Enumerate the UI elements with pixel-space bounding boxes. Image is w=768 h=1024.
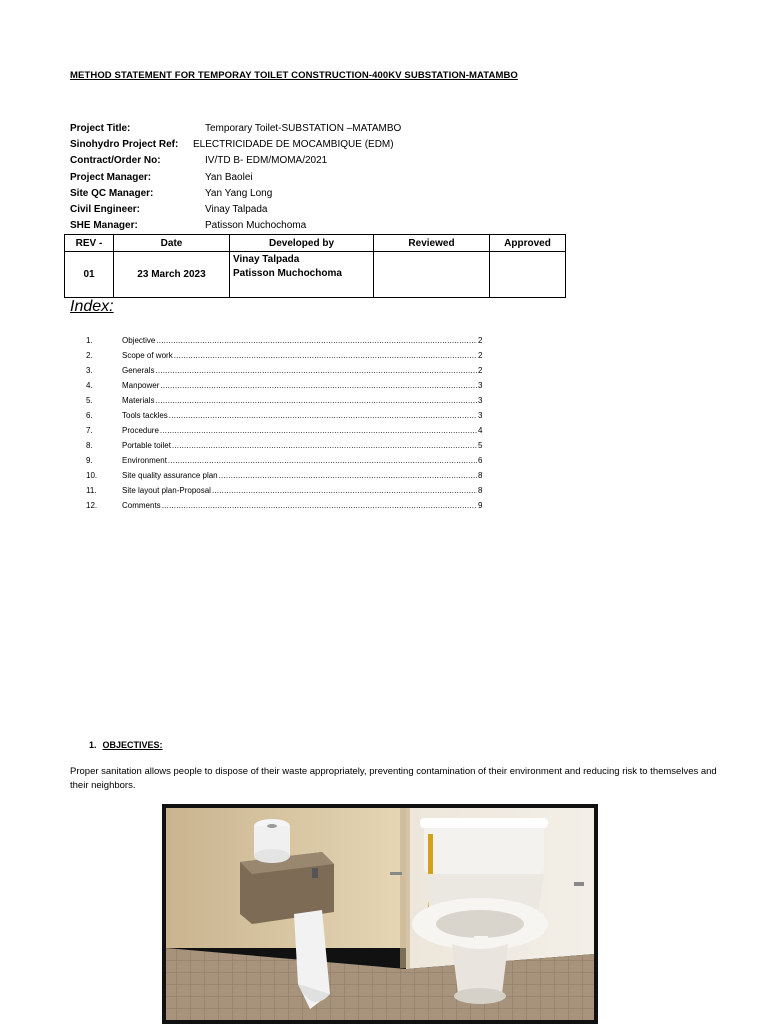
list-item[interactable]	[86, 393, 486, 408]
toc-page: 3	[478, 381, 483, 390]
revision-table	[64, 234, 566, 298]
toc-label: Comments	[122, 501, 161, 510]
header-reviewed: Reviewed	[374, 235, 490, 252]
she-manager-label: SHE Manager:	[70, 220, 138, 232]
toc-leader-dots	[156, 333, 477, 348]
contract-no-value: IV/TD B- EDM/MOMA/2021	[205, 155, 328, 167]
list-item[interactable]	[86, 438, 486, 453]
toc-label: Generals	[122, 366, 155, 375]
toc-page: 3	[478, 396, 483, 405]
list-item[interactable]	[86, 333, 486, 348]
toc-page: 2	[478, 351, 483, 360]
toc-number: 3.	[86, 366, 93, 375]
toc-number: 2.	[86, 351, 93, 360]
project-info-row	[70, 170, 401, 186]
project-title-label: Project Title:	[70, 123, 131, 134]
header-date: Date	[114, 235, 230, 252]
header-approved: Approved	[490, 235, 566, 252]
list-item[interactable]	[86, 498, 486, 513]
toc-number: 1.	[86, 336, 93, 345]
toc-leader-dots	[172, 438, 477, 453]
list-item[interactable]	[86, 363, 486, 378]
revision-table-header	[65, 235, 566, 252]
toc-label: Tools tackles	[122, 411, 168, 420]
toc-page: 6	[478, 456, 483, 465]
civil-engineer-value: Vinay Talpada	[205, 204, 268, 216]
toc-number: 10.	[86, 471, 98, 480]
list-item[interactable]	[86, 348, 486, 363]
project-info-row	[70, 153, 401, 169]
toc-label: Site layout plan-Proposal	[122, 486, 211, 495]
project-info-row	[70, 186, 401, 202]
list-item[interactable]	[86, 378, 486, 393]
toc-number: 7.	[86, 426, 93, 435]
section-heading-objectives	[89, 740, 163, 750]
toc-page: 3	[478, 411, 483, 420]
toc-leader-dots	[174, 348, 477, 363]
project-info-row	[70, 137, 401, 153]
project-ref-value: ELECTRICIDADE DE MOCAMBIQUE (EDM)	[193, 139, 394, 151]
project-info-row	[70, 202, 401, 218]
header-developed-by: Developed by	[230, 235, 374, 252]
toc-leader-dots	[160, 378, 477, 393]
header-rev: REV -	[65, 235, 114, 252]
toc-label: Portable toilet	[122, 441, 171, 450]
toc-leader-dots	[155, 363, 477, 378]
list-item[interactable]	[86, 468, 486, 483]
toc-number: 12.	[86, 501, 98, 510]
toc-label: Scope of work	[122, 351, 173, 360]
she-manager-value: Patisson Muchochoma	[205, 220, 307, 232]
toc-page: 2	[478, 336, 483, 345]
project-title-value: Temporary Toilet-SUBSTATION –MATAMBO	[205, 123, 402, 134]
toc-page: 2	[478, 366, 483, 375]
toc-page: 5	[478, 441, 483, 450]
qc-manager-label: Site QC Manager:	[70, 187, 154, 199]
reviewed-cell	[374, 252, 490, 298]
list-item[interactable]	[86, 483, 486, 498]
toc-leader-dots	[155, 393, 477, 408]
toc-leader-dots	[169, 408, 477, 423]
toc-label: Objective	[122, 336, 156, 345]
toc-label: Environment	[122, 456, 167, 465]
toc-leader-dots	[168, 453, 477, 468]
toc-label: Procedure	[122, 426, 159, 435]
table-of-contents	[86, 333, 486, 513]
project-info	[70, 121, 401, 234]
qc-manager-value: Yan Yang Long	[205, 187, 273, 199]
toc-page: 4	[478, 426, 483, 435]
toc-page: 8	[478, 486, 483, 495]
toc-number: 6.	[86, 411, 93, 420]
approved-cell	[490, 252, 566, 298]
section-title: OBJECTIVES:	[102, 740, 163, 750]
contract-no-label: Contract/Order No:	[70, 155, 161, 167]
toc-number: 8.	[86, 441, 93, 450]
toc-leader-dots	[219, 468, 477, 483]
list-item[interactable]	[86, 408, 486, 423]
toc-page: 8	[478, 471, 483, 480]
date-cell: 23 March 2023	[114, 252, 230, 298]
project-info-row	[70, 121, 401, 137]
project-manager-label: Project Manager:	[70, 171, 152, 183]
project-ref-label: Sinohydro Project Ref:	[70, 139, 179, 151]
project-info-row	[70, 218, 401, 234]
section-number: 1.	[89, 740, 97, 750]
toc-number: 11.	[86, 486, 97, 495]
list-item[interactable]	[86, 453, 486, 468]
toc-leader-dots	[212, 483, 477, 498]
toc-leader-dots	[160, 423, 477, 438]
developed-by-cell	[230, 252, 374, 298]
toc-label: Materials	[122, 396, 155, 405]
toc-leader-dots	[162, 498, 477, 513]
toc-label: Site quality assurance plan	[122, 471, 218, 480]
developer-name: Vinay Talpada	[233, 254, 300, 265]
toilet-photo	[162, 804, 598, 1024]
toc-number: 9.	[86, 456, 93, 465]
developer-name: Patisson Muchochoma	[233, 268, 342, 279]
project-manager-value: Yan Baolei	[205, 171, 253, 183]
list-item[interactable]	[86, 423, 486, 438]
objectives-paragraph: Proper sanitation allows people to dispose of their waste appropriately, preventing contamination of their environment and reducing risk to themselves and their neighbors.	[70, 766, 717, 791]
index-heading: Index:	[70, 298, 114, 315]
toc-page: 9	[478, 501, 483, 510]
toc-number: 5.	[86, 396, 93, 405]
toc-label: Manpower	[122, 381, 160, 390]
civil-engineer-label: Civil Engineer:	[70, 204, 141, 216]
document-title: METHOD STATEMENT FOR TEMPORAY TOILET CONSTRUCTION-400KV SUBSTATION-MATAMBO	[70, 70, 518, 81]
toc-number: 4.	[86, 381, 93, 390]
rev-cell: 01	[65, 252, 114, 298]
table-row	[65, 252, 566, 298]
